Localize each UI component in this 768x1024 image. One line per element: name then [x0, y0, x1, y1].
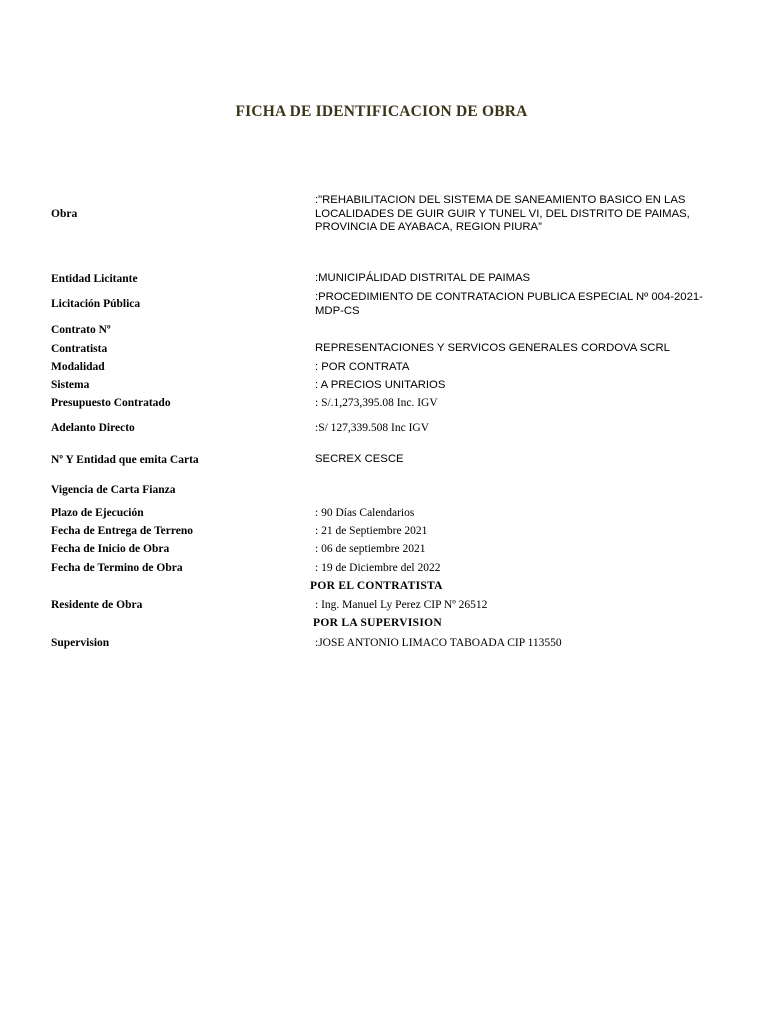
plazo-value: : 90 Días Calendarios: [315, 507, 415, 519]
presupuesto-label: Presupuesto Contratado: [51, 397, 171, 409]
carta-value: SECREX CESCE: [315, 453, 404, 465]
contratista-value: REPRESENTACIONES Y SERVICOS GENERALES CORDOVA SCRL: [315, 342, 670, 354]
licitacion-publica-value: :PROCEDIMIENTO DE CONTRATACION PUBLICA ESPECIAL Nº 004-2021-MDP-CS: [315, 291, 703, 317]
sistema-value: : A PRECIOS UNITARIOS: [315, 379, 446, 391]
plazo-label: Plazo de Ejecución: [51, 507, 144, 519]
entrega-value: : 21 de Septiembre 2021: [315, 525, 428, 537]
obra-value: :"REHABILITACION DEL SISTEMA DE SANEAMIENTO BASICO EN LAS LOCALIDADES DE GUIR GUIR Y TUNEL VI, DEL DISTRITO DE PAIMAS, PROVINCIA DE AYABACA, REGION PIURA”: [315, 194, 690, 233]
document-title: FICHA DE IDENTIFICACION DE OBRA: [235, 103, 528, 120]
termino-value: : 19 de Diciembre del 2022: [315, 562, 441, 574]
supervision-label: Supervision: [51, 637, 110, 649]
entrega-label: Fecha de Entrega de Terreno: [51, 525, 194, 537]
obra-label: Obra: [51, 208, 78, 220]
section-supervision: POR LA SUPERVISION: [313, 617, 442, 629]
supervision-value: :JOSE ANTONIO LIMACO TABOADA CIP 113550: [315, 637, 562, 649]
contratista-label: Contratista: [51, 343, 108, 355]
entidad-licitante-label: Entidad Licitante: [51, 273, 138, 285]
adelanto-value: :S/ 127,339.508 Inc IGV: [315, 422, 430, 434]
section-contratista: POR EL CONTRATISTA: [310, 580, 443, 592]
inicio-value: : 06 de septiembre 2021: [315, 543, 426, 555]
modalidad-value: : POR CONTRATA: [315, 361, 410, 373]
entidad-licitante-value: :MUNICIPÁLIDAD DISTRITAL DE PAIMAS: [315, 272, 531, 284]
termino-label: Fecha de Termino de Obra: [51, 562, 183, 574]
adelanto-label: Adelanto Directo: [51, 422, 135, 434]
presupuesto-value: : S/.1,273,395.08 Inc. IGV: [315, 397, 438, 409]
inicio-label: Fecha de Inicio de Obra: [51, 543, 170, 555]
carta-label: Nº Y Entidad que emita Carta: [51, 454, 199, 466]
modalidad-label: Modalidad: [51, 361, 105, 373]
sistema-label: Sistema: [51, 379, 90, 391]
licitacion-publica-label: Licitación Pública: [51, 298, 141, 310]
vigencia-label: Vigencia de Carta Fianza: [51, 484, 176, 496]
residente-label: Residente de Obra: [51, 599, 143, 611]
contrato-label: Contrato Nº: [51, 324, 111, 336]
residente-value: : Ing. Manuel Ly Perez CIP Nº 26512: [315, 599, 488, 611]
